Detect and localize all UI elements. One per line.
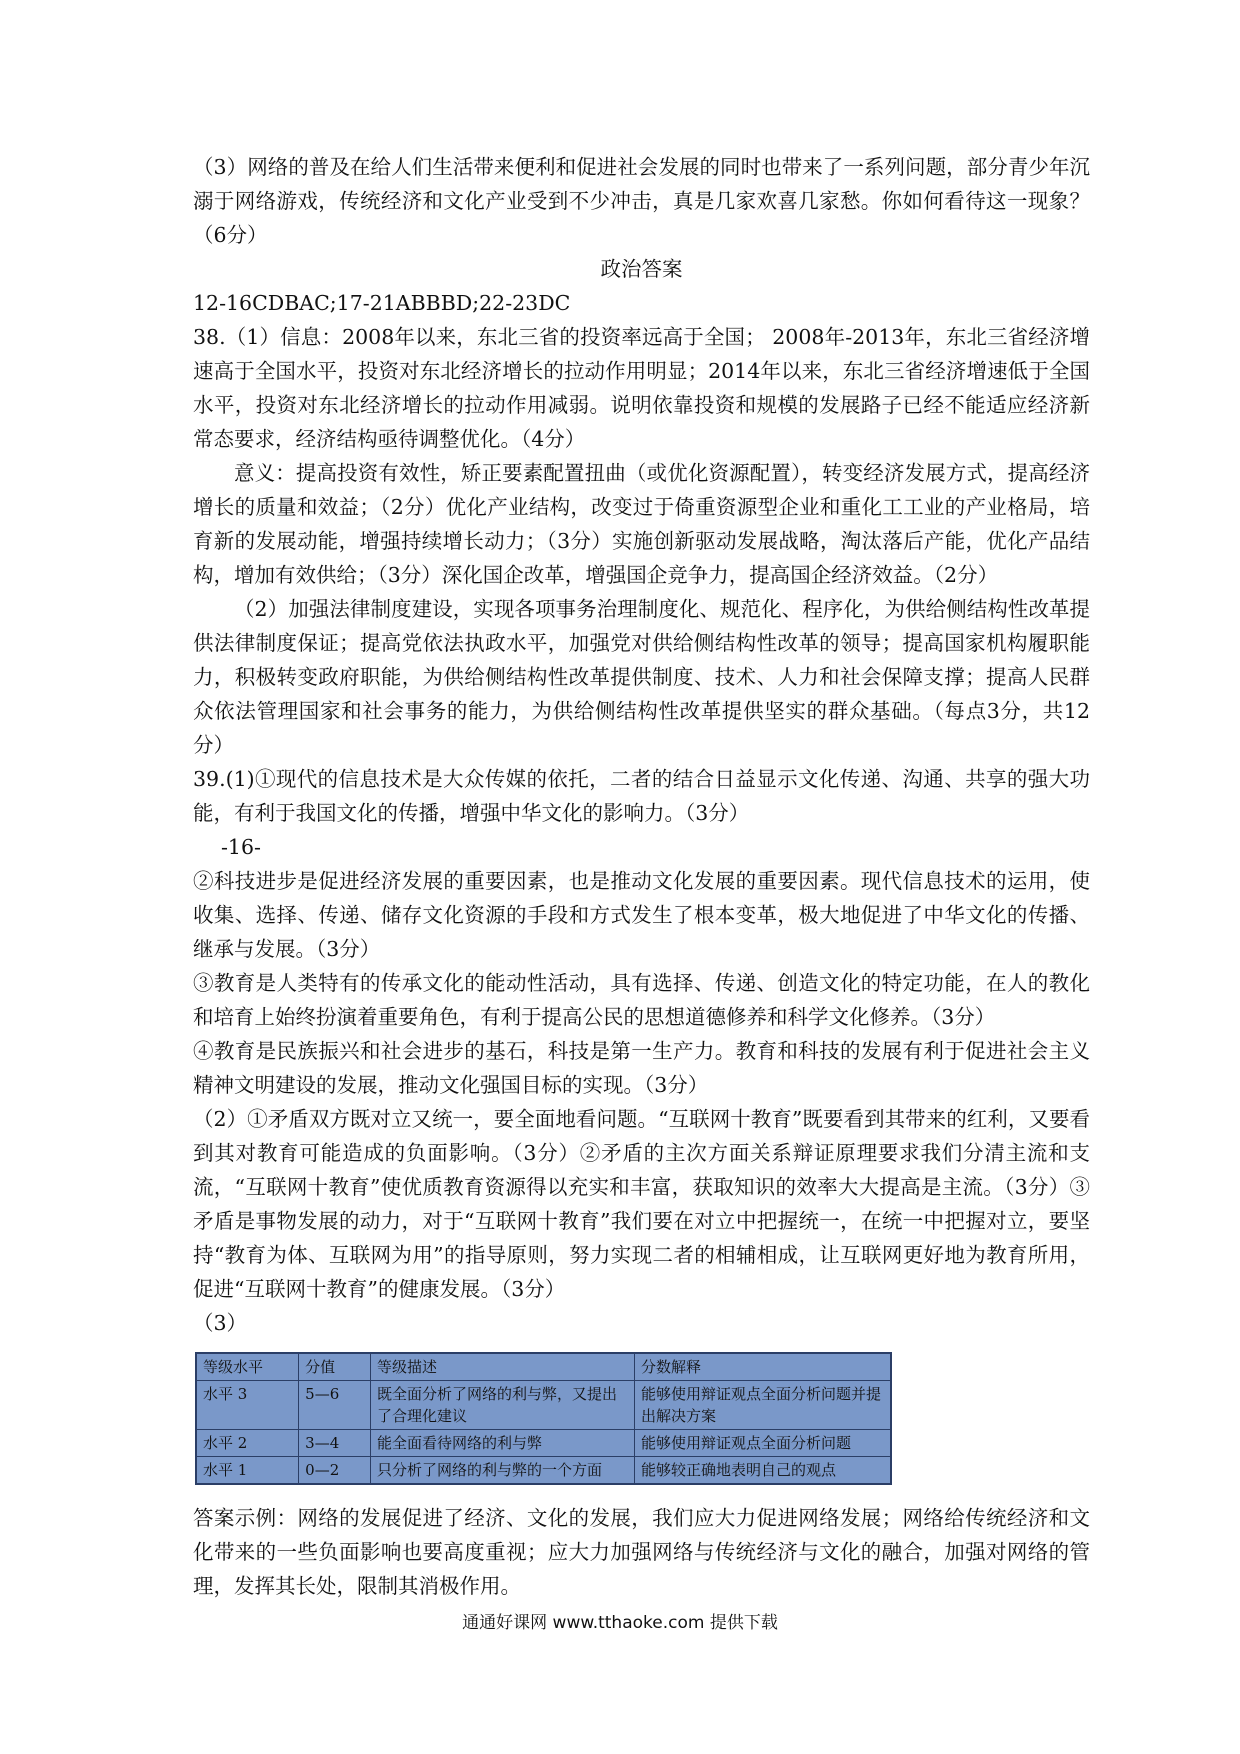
table-header-cell: 等级描述: [370, 1353, 634, 1381]
page-number-marker: -16-: [221, 835, 261, 859]
table-cell: 0—2: [299, 1457, 371, 1485]
table-header-cell: 分数解释: [635, 1353, 891, 1381]
table-cell: 能全面看待网络的利与弊: [370, 1430, 634, 1457]
page-content: [193, 150, 1090, 1603]
q38-part1-meaning: 意义：提高投资有效性，矫正要素配置扭曲（或优化资源配置），转变经济发展方式，提高经济增长的质量和效益；（2分）优化产业结构，改变过于倚重资源型企业和重化工工业的产业格局，培育新的发展动能，增强持续增长动力；（3分）实施创新驱动发展战略，淘汰落后产能，优化产品结构，增加有效供给；（3分）深化国企改革，增强国企竞争力，提高国企经济效益。（2分）: [193, 461, 1090, 587]
table-row: [196, 1457, 891, 1485]
table-cell: 水平 2: [196, 1430, 299, 1457]
table-cell: 能够使用辩证观点全面分析问题并提出解决方案: [635, 1381, 891, 1430]
table-header-row: [196, 1353, 891, 1381]
answers-title: 政治答案: [600, 257, 683, 281]
q39-part3-label: （3）: [193, 1311, 248, 1335]
q39-part1-point4: ④教育是民族振兴和社会进步的基石，科技是第一生产力。教育和科技的发展有利于促进社会主义精神文明建设的发展，推动文化强国目标的实现。（3分）: [193, 1039, 1090, 1097]
table-cell: 3—4: [299, 1430, 371, 1457]
table-row: [196, 1430, 891, 1457]
table-cell: 既全面分析了网络的利与弊，又提出了合理化建议: [370, 1381, 634, 1430]
table-cell: 5—6: [299, 1381, 371, 1430]
table-header-cell: 等级水平: [196, 1353, 299, 1381]
mc-answers: 12-16CDBAC;17-21ABBBD;22-23DC: [193, 291, 571, 315]
table-cell: 能够使用辩证观点全面分析问题: [635, 1430, 891, 1457]
table-cell: 能够较正确地表明自己的观点: [635, 1457, 891, 1485]
table-row: [196, 1381, 891, 1430]
q38-part1-info: 38.（1）信息：2008年以来，东北三省的投资率远高于全国； 2008年-2013年，东北三省经济增速高于全国水平，投资对东北经济增长的拉动作用明显；2014年以来，东北三省经济增速低于全国水平，投资对东北经济增长的拉动作用减弱。说明依靠投资和规模的发展路子已经不能适应经济新常态要求，经济结构亟待调整优化。（4分）: [193, 325, 1090, 451]
table-cell: 水平 3: [196, 1381, 299, 1430]
q3-prompt: （3）网络的普及在给人们生活带来便利和促进社会发展的同时也带来了一系列问题，部分青少年沉溺于网络游戏，传统经济和文化产业受到不少冲击，真是几家欢喜几家愁。你如何看待这一现象？（6分）: [193, 155, 1090, 247]
q39-part1-point2: ②科技进步是促进经济发展的重要因素，也是推动文化发展的重要因素。现代信息技术的运用，使收集、选择、传递、储存文化资源的手段和方式发生了根本变革，极大地促进了中华文化的传播、继承与发展。（3分）: [193, 869, 1090, 961]
table-cell: 只分析了网络的利与弊的一个方面: [370, 1457, 634, 1485]
q38-part2: （2）加强法律制度建设，实现各项事务治理制度化、规范化、程序化，为供给侧结构性改革提供法律制度保证；提高党依法执政水平，加强党对供给侧结构性改革的领导；提高国家机构履职能力，积极转变政府职能，为供给侧结构性改革提供制度、技术、人力和社会保障支撑；提高人民群众依法管理国家和社会事务的能力，为供给侧结构性改革提供坚实的群众基础。（每点3分，共12分）: [193, 597, 1090, 757]
q39-part1-point1: 39.(1)①现代的信息技术是大众传媒的依托，二者的结合日益显示文化传递、沟通、共享的强大功能，有利于我国文化的传播，增强中华文化的影响力。（3分）: [193, 767, 1090, 825]
table-header-cell: 分值: [299, 1353, 371, 1381]
q39-part1-point3: ③教育是人类特有的传承文化的能动性活动，具有选择、传递、创造文化的特定功能，在人的教化和培育上始终扮演着重要角色，有利于提高公民的思想道德修养和科学文化修养。（3分）: [193, 971, 1090, 1029]
q39-part2: （2）①矛盾双方既对立又统一，要全面地看问题。“互联网十教育”既要看到其带来的红利，又要看到其对教育可能造成的负面影响。（3分）②矛盾的主次方面关系辩证原理要求我们分清主流和支流，“互联网十教育”使优质教育资源得以充实和丰富，获取知识的效率大大提高是主流。（3分）③矛盾是事物发展的动力，对于“互联网十教育”我们要在对立中把握统一，在统一中把握对立，要坚持“教育为体、互联网为用”的指导原则，努力实现二者的相辅相成，让互联网更好地为教育所用，促进“互联网十教育”的健康发展。（3分）: [193, 1107, 1090, 1301]
example-answer: 答案示例：网络的发展促进了经济、文化的发展，我们应大力促进网络发展；网络给传统经济和文化带来的一些负面影响也要高度重视；应大力加强网络与传统经济与文化的融合，加强对网络的管理，发挥其长处，限制其消极作用。: [193, 1506, 1090, 1598]
footer-download-link[interactable]: 通通好课网 www.tthaoke.com 提供下载: [462, 1613, 778, 1633]
grading-table: [195, 1352, 892, 1485]
table-cell: 水平 1: [196, 1457, 299, 1485]
